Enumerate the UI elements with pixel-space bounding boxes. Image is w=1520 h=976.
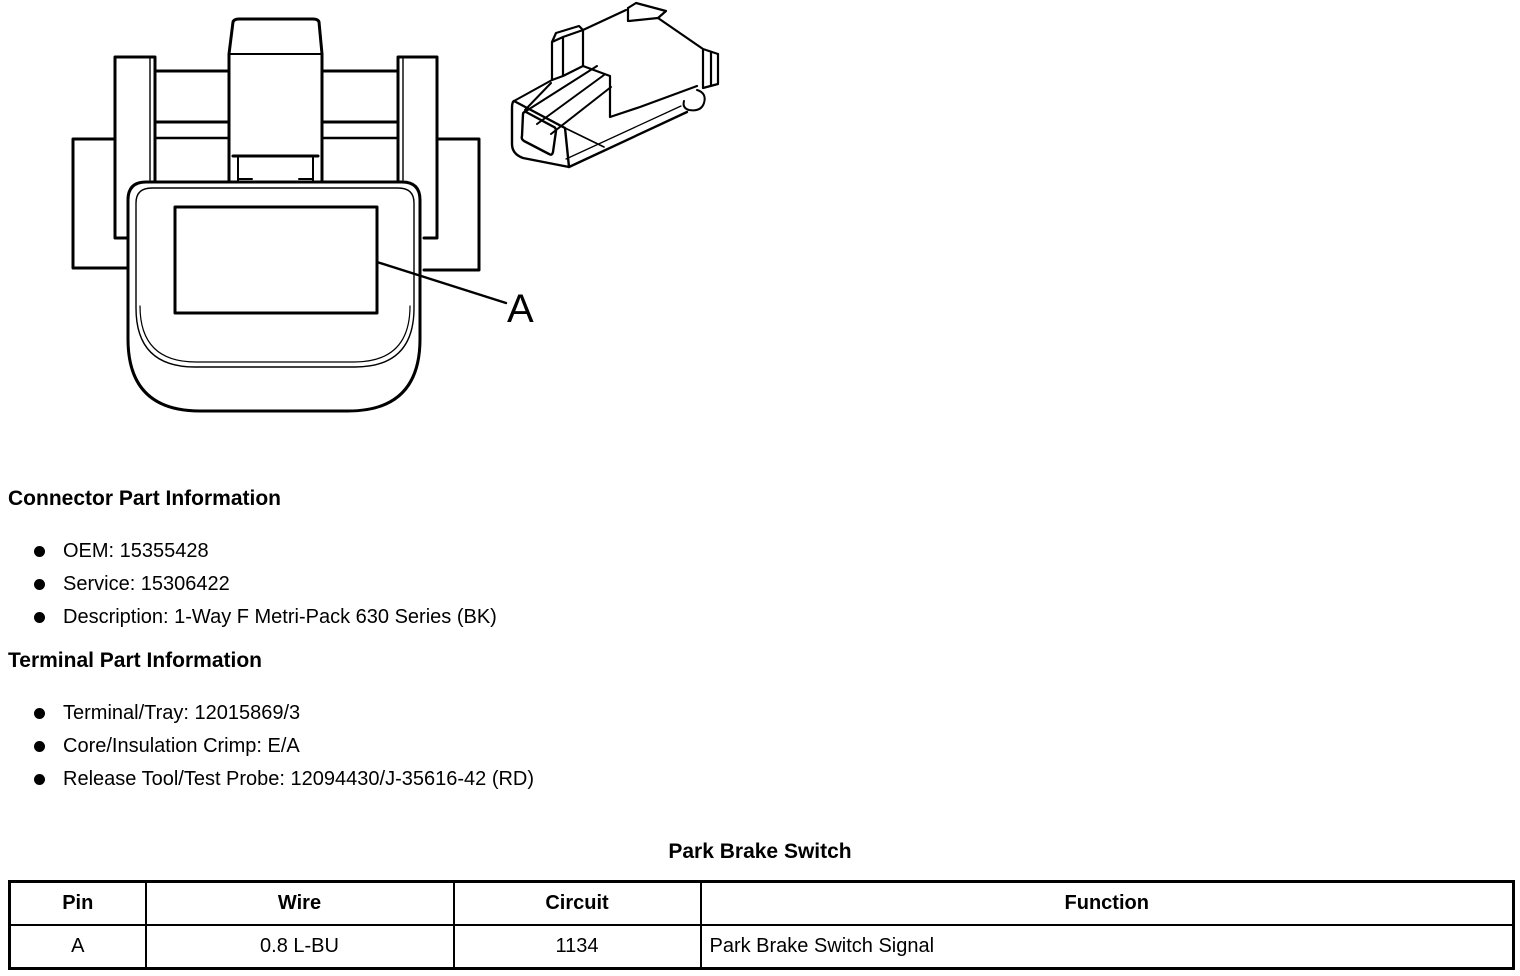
- list-item: [34, 538, 497, 571]
- bullet-dot-icon: [34, 708, 45, 719]
- pin-cell: A: [10, 925, 146, 969]
- list-item: [34, 571, 497, 604]
- column-header-pin: Pin: [10, 882, 146, 926]
- table-row: [10, 925, 1514, 969]
- bullet-dot-icon: [34, 774, 45, 785]
- connector-perspective-view-drawing: [495, 0, 730, 185]
- list-item-text: Terminal/Tray: 12015869/3: [63, 702, 301, 724]
- column-header-circuit: Circuit: [454, 882, 701, 926]
- cavity-callout-label: A: [507, 287, 534, 331]
- pin-table: [8, 880, 1515, 970]
- list-item-text: Description: 1-Way F Metri-Pack 630 Series (BK): [63, 606, 497, 628]
- bullet-dot-icon: [34, 546, 45, 557]
- list-item-text: Core/Insulation Crimp: E/A: [63, 735, 300, 757]
- bullet-dot-icon: [34, 612, 45, 623]
- list-item-text: OEM: 15355428: [63, 540, 209, 562]
- connector-part-information-list: [34, 538, 497, 637]
- bullet-dot-icon: [34, 741, 45, 752]
- connector-front-view-drawing: [0, 0, 560, 430]
- terminal-part-information-list: [34, 700, 534, 799]
- bullet-dot-icon: [34, 579, 45, 590]
- circuit-cell: 1134: [454, 925, 701, 969]
- list-item: [34, 766, 534, 799]
- pin-table-title: Park Brake Switch: [668, 840, 852, 863]
- column-header-function: Function: [701, 882, 1514, 926]
- list-item: [34, 700, 534, 733]
- function-cell: Park Brake Switch Signal: [701, 925, 1514, 969]
- list-item-text: Service: 15306422: [63, 573, 230, 595]
- wire-cell: 0.8 L-BU: [146, 925, 454, 969]
- pin-table-header-row: [10, 882, 1514, 926]
- list-item: [34, 733, 534, 766]
- connector-part-information-heading: Connector Part Information: [8, 487, 282, 510]
- callout-leader-line: [377, 262, 506, 303]
- terminal-part-information-heading: Terminal Part Information: [8, 649, 262, 672]
- list-item: [34, 604, 497, 637]
- list-item-text: Release Tool/Test Probe: 12094430/J-35616-42 (RD): [63, 768, 535, 790]
- column-header-wire: Wire: [146, 882, 454, 926]
